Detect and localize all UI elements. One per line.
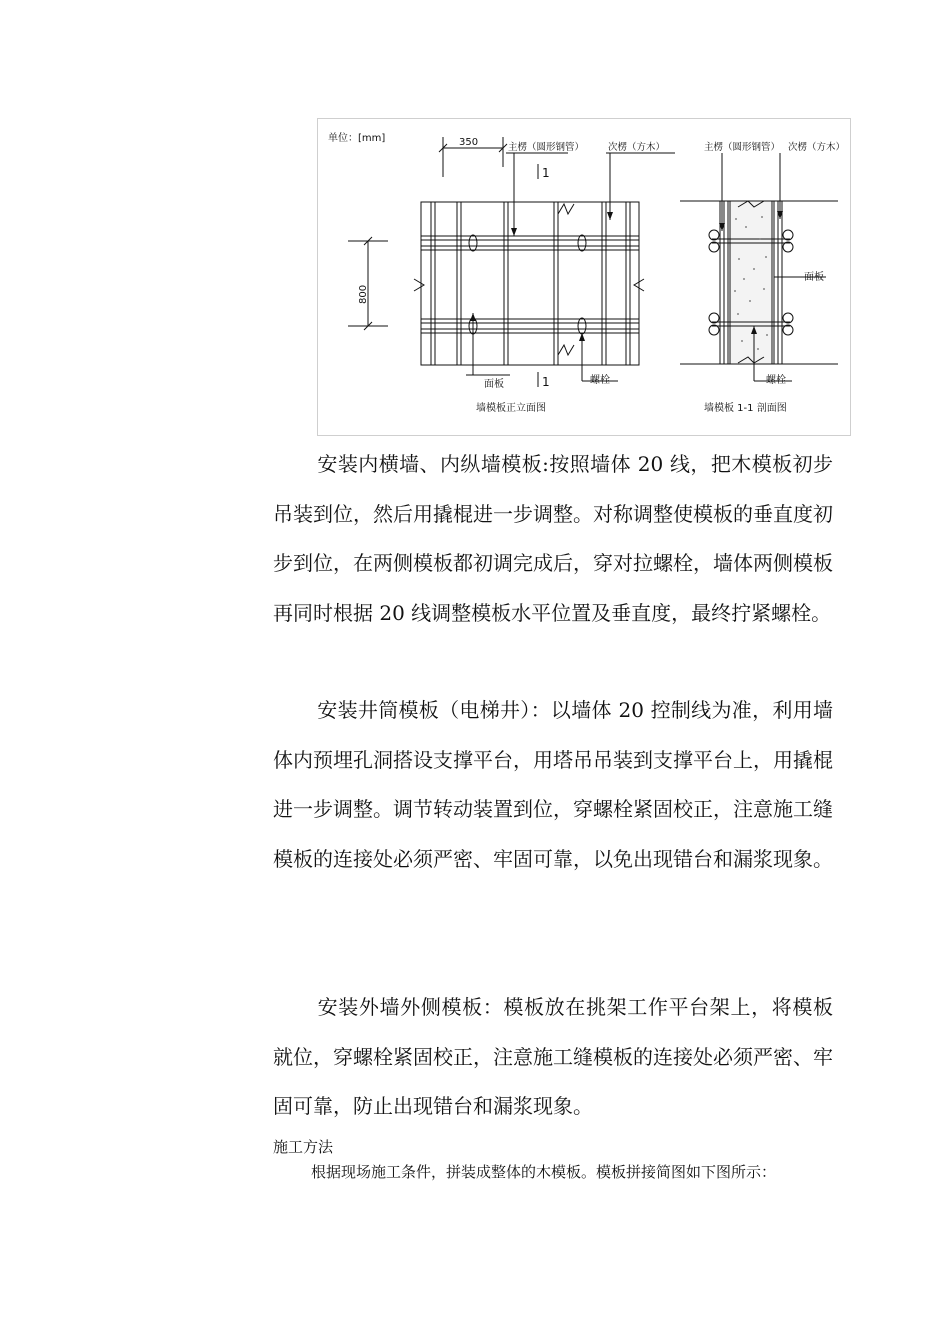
front-main-ridge-label: 主楞（圆形钢管） [508,142,585,153]
section-mark-bottom: 1 [542,375,550,389]
formwork-figure [317,118,851,436]
section-bolt-label: 螺栓 [766,375,786,386]
dim-800-label: 800 [358,284,369,304]
method-paragraph-text: 根据现场施工条件，拼装成整体的木模板。模板拼接简图如下图所示： [311,1163,777,1181]
front-elevation [348,137,675,387]
section-main-ridge-label: 主楞（圆形钢管） [704,142,781,153]
front-caption: 墙模板正立面图 [476,403,546,414]
method-paragraph [273,1160,833,1185]
formwork-drawing [318,119,852,437]
unit-label: 单位：[mm] [328,133,386,144]
paragraph-shaft-text: 安装井筒模板（电梯井）：以墙体 20 控制线为准，利用墙体内预埋孔洞搭设支撑平台，用塔吊吊装到支撑平台上，用撬棍进一步调整。调节转动装置到位，穿螺栓紧固校正，注意施工缝模板的连接处必须严密、牢固可靠，以免出现错台和漏浆现象。 [273,698,833,871]
paragraph-inner-wall [273,440,833,638]
paragraph-outer-wall [273,983,833,1132]
front-bolt-label: 螺栓 [590,375,610,386]
section-panel-label: 面板 [804,272,824,283]
front-secondary-ridge-label: 次楞（方木） [608,142,666,153]
dim-350-label: 350 [459,137,479,148]
section-mark-top: 1 [542,166,550,180]
front-panel-label: 面板 [484,379,504,390]
method-title: 施工方法 [273,1138,334,1156]
section-secondary-ridge-label: 次楞（方木） [788,142,846,153]
paragraph-outer-wall-text: 安装外墙外侧模板：模板放在挑架工作平台架上，将模板就位，穿螺栓紧固校正，注意施工缝模板的连接处必须严密、牢固可靠，防止出现错台和漏浆现象。 [273,995,833,1118]
section-caption: 墙模板 1-1 剖面图 [704,403,787,414]
front-arrowheads [470,212,613,341]
paragraph-shaft [273,686,833,884]
paragraph-inner-wall-text: 安装内横墙、内纵墙模板:按照墙体 20 线，把木模板初步吊装到位，然后用撬棍进一步调整。对称调整使模板的垂直度初步到位，在两侧模板都初调完成后，穿对拉螺栓，墙体两侧模板再同时根据 20 线调整模板水平位置及垂直度，最终拧紧螺栓。 [273,452,833,625]
section-view [680,153,838,381]
